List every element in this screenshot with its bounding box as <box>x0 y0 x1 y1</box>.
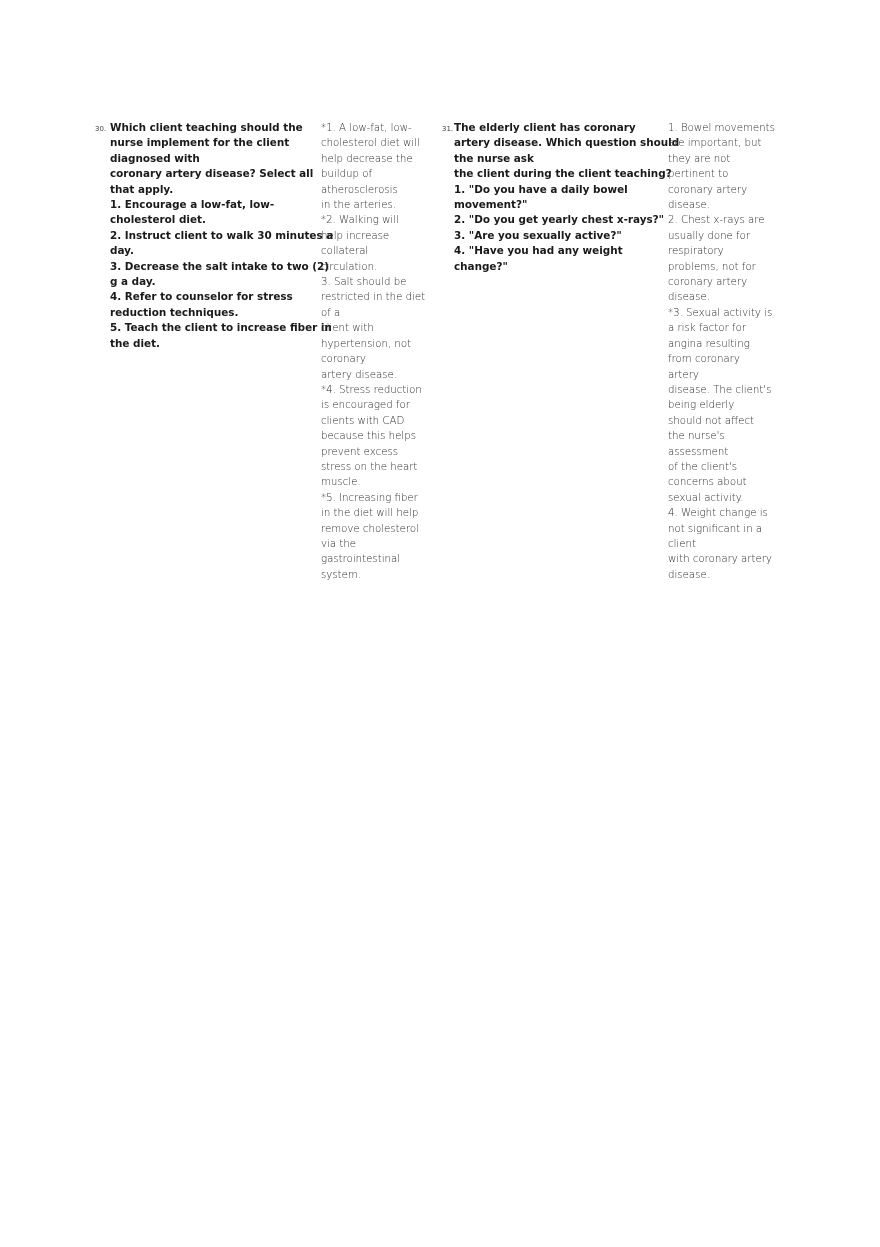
text-line: cholesterol diet will <box>321 138 420 150</box>
text-line: of the client's <box>668 461 738 473</box>
text-line: disease. The client's <box>668 384 772 396</box>
text-line: diagnosed with <box>110 152 200 165</box>
text-line: 5. Teach the client to increase fiber in <box>110 322 332 335</box>
text-line: assessment <box>668 446 729 458</box>
text-line: buildup of <box>321 169 373 181</box>
text-line: not significant in a <box>668 523 763 535</box>
text-line: Which client teaching should the <box>110 122 303 134</box>
text-line: *1. A low-fat, low- <box>321 123 412 134</box>
text-line: a risk factor for <box>668 323 747 335</box>
text-line: help increase <box>321 230 390 242</box>
text-line: coronary artery <box>668 184 748 196</box>
text-line: day. <box>110 245 134 258</box>
text-line: *3. Sexual activity is <box>668 307 773 319</box>
text-line: because this helps <box>321 431 417 443</box>
text-line: change?" <box>454 260 508 273</box>
text-line: gastrointestinal <box>321 554 401 566</box>
text-line: disease. <box>668 569 710 581</box>
text-line: collateral <box>321 246 369 258</box>
text-line: muscle. <box>321 477 361 489</box>
text-line: from coronary <box>668 354 740 366</box>
question-number-30: 30. <box>95 125 107 133</box>
text-line: prevent excess <box>321 446 399 458</box>
text-line: cholesterol diet. <box>110 214 206 227</box>
text-line: via the <box>321 538 357 550</box>
text-line: is encouraged for <box>321 400 410 412</box>
text-line: 2. Instruct client to walk 30 minutes a <box>110 229 334 242</box>
text-line: clients with CAD <box>321 415 405 427</box>
text-line: 2. "Do you get yearly chest x-rays?" <box>454 214 665 227</box>
text-line: in the diet will help <box>321 508 419 520</box>
text-line: *4. Stress reduction <box>321 384 422 396</box>
text-line: hypertension, not <box>321 338 412 350</box>
text-line: *2. Walking will <box>321 215 399 227</box>
text-line: The elderly client has coronary <box>454 122 636 134</box>
text-line: coronary artery disease? Select all <box>110 168 314 181</box>
text-line: 1. "Do you have a daily bowel <box>454 183 628 196</box>
text-line: circulation. <box>321 261 378 273</box>
text-line: the nurse's <box>668 431 725 443</box>
text-line: *5. Increasing fiber <box>321 492 418 504</box>
text-line: being elderly <box>668 400 735 412</box>
text-line: concerns about <box>668 477 747 489</box>
text-line: should not affect <box>668 415 755 427</box>
text-line: help decrease the <box>321 153 413 165</box>
text-line: in the arteries. <box>321 200 397 212</box>
text-line: disease. <box>668 292 710 304</box>
text-line: that apply. <box>110 183 174 196</box>
text-line: 4. Weight change is <box>668 508 768 520</box>
text-line: respiratory <box>668 246 724 258</box>
text-line: of a <box>321 307 341 319</box>
text-line: movement?" <box>454 199 528 212</box>
text-line: the client during the client teaching? <box>454 168 672 181</box>
text-line: restricted in the diet <box>321 292 426 304</box>
text-line: system. <box>321 569 362 581</box>
text-line: atherosclerosis <box>321 184 398 196</box>
question-30-text <box>110 121 333 352</box>
text-line: usually done for <box>668 230 751 242</box>
text-line: pertinent to <box>668 169 729 181</box>
text-line: problems, not for <box>668 261 756 273</box>
question-31-text <box>454 121 679 275</box>
text-line: 1. Encourage a low-fat, low- <box>110 199 275 212</box>
question-number-31: 31. <box>442 125 454 133</box>
text-line: 3. Decrease the salt intake to two (2) <box>110 260 330 273</box>
text-line: 2. Chest x-rays are <box>668 215 765 227</box>
text-line: remove cholesterol <box>321 523 419 535</box>
text-line: 1. Bowel movements <box>668 123 775 134</box>
text-line: coronary artery <box>668 277 748 289</box>
text-line: artery disease. Which question should <box>454 137 680 150</box>
text-line: are important, but <box>668 138 762 150</box>
text-line: client with <box>321 323 374 335</box>
answer-31-rationale <box>668 121 775 583</box>
text-line: stress on the heart <box>321 461 418 473</box>
text-line: sexual activity. <box>668 492 744 504</box>
text-line: 3. "Are you sexually active?" <box>454 229 622 242</box>
text-line: g a day. <box>110 276 156 289</box>
text-line: artery disease. <box>321 369 398 381</box>
text-line: artery <box>668 369 699 381</box>
text-line: reduction techniques. <box>110 306 239 319</box>
text-line: they are not <box>668 153 731 165</box>
text-line: the nurse ask <box>454 152 534 165</box>
text-line: disease. <box>668 200 710 212</box>
text-line: the diet. <box>110 337 160 350</box>
text-line: nurse implement for the client <box>110 137 290 150</box>
text-line: coronary <box>321 354 366 366</box>
text-line: with coronary artery <box>668 554 772 566</box>
text-line: 4. Refer to counselor for stress <box>110 291 293 304</box>
text-line: angina resulting <box>668 338 750 350</box>
answer-30-rationale <box>321 121 425 583</box>
text-line: client <box>668 538 696 550</box>
text-line: 4. "Have you had any weight <box>454 245 623 258</box>
text-line: 3. Salt should be <box>321 277 407 289</box>
